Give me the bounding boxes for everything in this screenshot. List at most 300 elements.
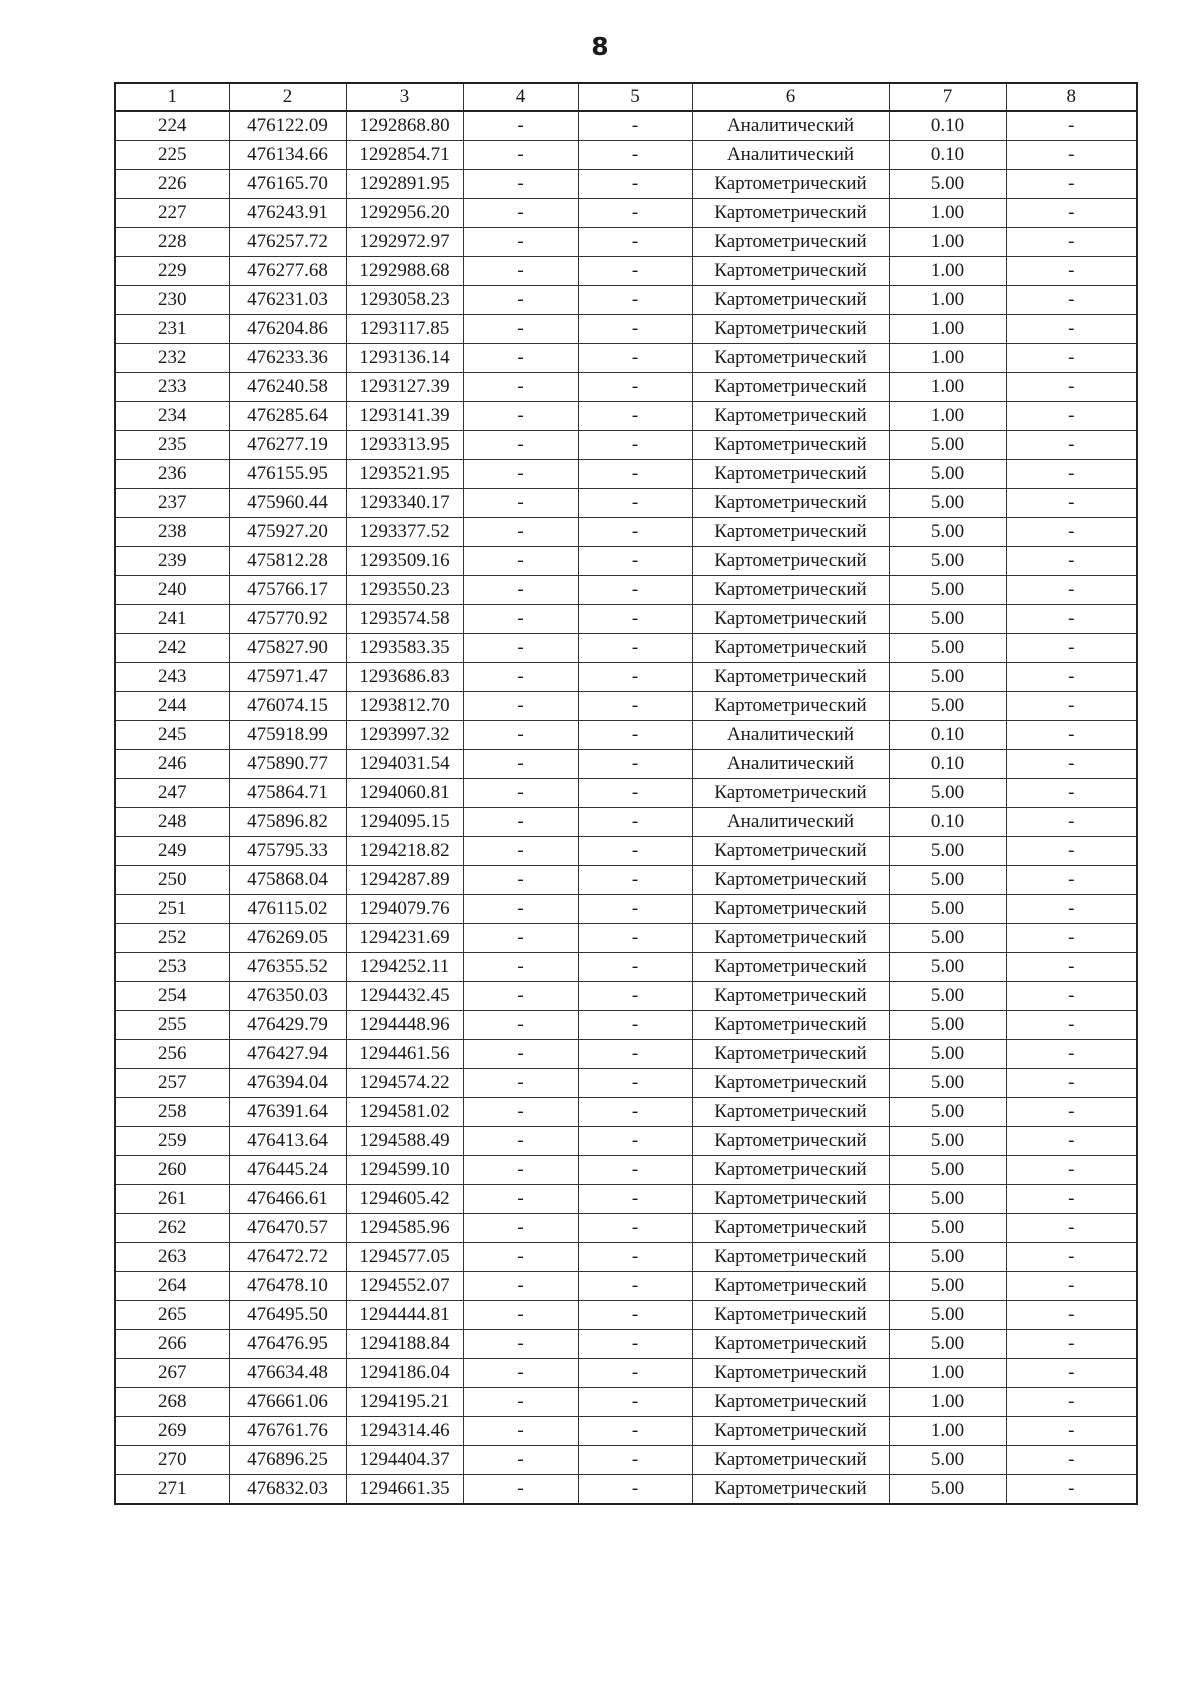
accuracy-cell: 0.10 — [889, 111, 1006, 141]
method-cell: Картометрический — [692, 1127, 889, 1156]
column-4-cell: - — [463, 837, 578, 866]
x-coordinate-cell: 476445.24 — [229, 1156, 346, 1185]
x-coordinate-cell: 476661.06 — [229, 1388, 346, 1417]
column-4-cell: - — [463, 1214, 578, 1243]
x-coordinate-cell: 476391.64 — [229, 1098, 346, 1127]
column-8-cell: - — [1006, 895, 1137, 924]
column-4-cell: - — [463, 141, 578, 170]
column-header: 7 — [889, 83, 1006, 111]
point-number-cell: 253 — [115, 953, 229, 982]
point-number-cell: 233 — [115, 373, 229, 402]
column-4-cell: - — [463, 663, 578, 692]
method-cell: Картометрический — [692, 402, 889, 431]
column-8-cell: - — [1006, 315, 1137, 344]
column-8-cell: - — [1006, 547, 1137, 576]
x-coordinate-cell: 476233.36 — [229, 344, 346, 373]
column-4-cell: - — [463, 1272, 578, 1301]
column-4-cell: - — [463, 547, 578, 576]
y-coordinate-cell: 1294444.81 — [346, 1301, 463, 1330]
column-4-cell: - — [463, 1475, 578, 1505]
method-cell: Картометрический — [692, 953, 889, 982]
x-coordinate-cell: 476896.25 — [229, 1446, 346, 1475]
column-header: 1 — [115, 83, 229, 111]
column-5-cell: - — [578, 1272, 692, 1301]
column-8-cell: - — [1006, 721, 1137, 750]
column-header: 6 — [692, 83, 889, 111]
column-8-cell: - — [1006, 1446, 1137, 1475]
column-5-cell: - — [578, 228, 692, 257]
method-cell: Аналитический — [692, 111, 889, 141]
method-cell: Картометрический — [692, 1069, 889, 1098]
column-5-cell: - — [578, 837, 692, 866]
point-number-cell: 236 — [115, 460, 229, 489]
column-8-cell: - — [1006, 1069, 1137, 1098]
method-cell: Картометрический — [692, 1301, 889, 1330]
y-coordinate-cell: 1294432.45 — [346, 982, 463, 1011]
method-cell: Картометрический — [692, 1417, 889, 1446]
y-coordinate-cell: 1294252.11 — [346, 953, 463, 982]
y-coordinate-cell: 1294404.37 — [346, 1446, 463, 1475]
table-row — [115, 489, 1137, 518]
x-coordinate-cell: 476122.09 — [229, 111, 346, 141]
column-4-cell: - — [463, 634, 578, 663]
method-cell: Картометрический — [692, 373, 889, 402]
y-coordinate-cell: 1294188.84 — [346, 1330, 463, 1359]
column-5-cell: - — [578, 170, 692, 199]
accuracy-cell: 5.00 — [889, 924, 1006, 953]
method-cell: Картометрический — [692, 1446, 889, 1475]
column-4-cell: - — [463, 953, 578, 982]
y-coordinate-cell: 1292988.68 — [346, 257, 463, 286]
point-number-cell: 237 — [115, 489, 229, 518]
method-cell: Картометрический — [692, 1156, 889, 1185]
method-cell: Картометрический — [692, 576, 889, 605]
column-5-cell: - — [578, 1301, 692, 1330]
x-coordinate-cell: 475890.77 — [229, 750, 346, 779]
table-row — [115, 692, 1137, 721]
column-8-cell: - — [1006, 605, 1137, 634]
table-row — [115, 1446, 1137, 1475]
point-number-cell: 242 — [115, 634, 229, 663]
y-coordinate-cell: 1294095.15 — [346, 808, 463, 837]
method-cell: Аналитический — [692, 721, 889, 750]
column-4-cell: - — [463, 431, 578, 460]
method-cell: Картометрический — [692, 982, 889, 1011]
column-8-cell: - — [1006, 257, 1137, 286]
column-5-cell: - — [578, 1446, 692, 1475]
table-row — [115, 547, 1137, 576]
y-coordinate-cell: 1292891.95 — [346, 170, 463, 199]
accuracy-cell: 0.10 — [889, 141, 1006, 170]
table-row — [115, 228, 1137, 257]
y-coordinate-cell: 1293377.52 — [346, 518, 463, 547]
y-coordinate-cell: 1294448.96 — [346, 1011, 463, 1040]
x-coordinate-cell: 476074.15 — [229, 692, 346, 721]
point-number-cell: 251 — [115, 895, 229, 924]
point-number-cell: 269 — [115, 1417, 229, 1446]
page-number: 8 — [591, 32, 609, 61]
column-5-cell: - — [578, 866, 692, 895]
accuracy-cell: 5.00 — [889, 605, 1006, 634]
column-8-cell: - — [1006, 1185, 1137, 1214]
accuracy-cell: 1.00 — [889, 315, 1006, 344]
y-coordinate-cell: 1293574.58 — [346, 605, 463, 634]
column-4-cell: - — [463, 1388, 578, 1417]
point-number-cell: 247 — [115, 779, 229, 808]
y-coordinate-cell: 1294577.05 — [346, 1243, 463, 1272]
accuracy-cell: 5.00 — [889, 1330, 1006, 1359]
coordinates-table — [114, 82, 1138, 1505]
accuracy-cell: 5.00 — [889, 953, 1006, 982]
point-number-cell: 259 — [115, 1127, 229, 1156]
accuracy-cell: 5.00 — [889, 1301, 1006, 1330]
table-row — [115, 605, 1137, 634]
column-4-cell: - — [463, 1417, 578, 1446]
point-number-cell: 254 — [115, 982, 229, 1011]
table-row — [115, 344, 1137, 373]
column-8-cell: - — [1006, 1301, 1137, 1330]
accuracy-cell: 5.00 — [889, 1098, 1006, 1127]
accuracy-cell: 5.00 — [889, 663, 1006, 692]
x-coordinate-cell: 476277.19 — [229, 431, 346, 460]
column-8-cell: - — [1006, 373, 1137, 402]
table-row — [115, 286, 1137, 315]
accuracy-cell: 5.00 — [889, 460, 1006, 489]
column-header: 5 — [578, 83, 692, 111]
table-row — [115, 1040, 1137, 1069]
x-coordinate-cell: 476761.76 — [229, 1417, 346, 1446]
column-5-cell: - — [578, 1185, 692, 1214]
y-coordinate-cell: 1293340.17 — [346, 489, 463, 518]
x-coordinate-cell: 476413.64 — [229, 1127, 346, 1156]
x-coordinate-cell: 476134.66 — [229, 141, 346, 170]
method-cell: Аналитический — [692, 750, 889, 779]
column-5-cell: - — [578, 634, 692, 663]
table-row — [115, 982, 1137, 1011]
column-8-cell: - — [1006, 170, 1137, 199]
column-4-cell: - — [463, 199, 578, 228]
column-8-cell: - — [1006, 1359, 1137, 1388]
column-5-cell: - — [578, 402, 692, 431]
y-coordinate-cell: 1293550.23 — [346, 576, 463, 605]
point-number-cell: 226 — [115, 170, 229, 199]
column-8-cell: - — [1006, 1330, 1137, 1359]
table-row — [115, 460, 1137, 489]
method-cell: Картометрический — [692, 344, 889, 373]
table-row — [115, 199, 1137, 228]
table-row — [115, 170, 1137, 199]
table-row — [115, 1214, 1137, 1243]
y-coordinate-cell: 1294661.35 — [346, 1475, 463, 1505]
column-8-cell: - — [1006, 1127, 1137, 1156]
point-number-cell: 257 — [115, 1069, 229, 1098]
accuracy-cell: 5.00 — [889, 982, 1006, 1011]
y-coordinate-cell: 1292956.20 — [346, 199, 463, 228]
column-5-cell: - — [578, 1156, 692, 1185]
point-number-cell: 227 — [115, 199, 229, 228]
method-cell: Картометрический — [692, 605, 889, 634]
x-coordinate-cell: 476472.72 — [229, 1243, 346, 1272]
accuracy-cell: 5.00 — [889, 1272, 1006, 1301]
method-cell: Картометрический — [692, 286, 889, 315]
point-number-cell: 235 — [115, 431, 229, 460]
column-8-cell: - — [1006, 1011, 1137, 1040]
table-row — [115, 1301, 1137, 1330]
method-cell: Картометрический — [692, 518, 889, 547]
column-5-cell: - — [578, 1388, 692, 1417]
column-8-cell: - — [1006, 750, 1137, 779]
column-8-cell: - — [1006, 1098, 1137, 1127]
table-row — [115, 1243, 1137, 1272]
column-5-cell: - — [578, 605, 692, 634]
column-4-cell: - — [463, 1069, 578, 1098]
y-coordinate-cell: 1294186.04 — [346, 1359, 463, 1388]
point-number-cell: 250 — [115, 866, 229, 895]
x-coordinate-cell: 476277.68 — [229, 257, 346, 286]
table-body — [115, 111, 1137, 1504]
column-5-cell: - — [578, 895, 692, 924]
column-8-cell: - — [1006, 111, 1137, 141]
y-coordinate-cell: 1294218.82 — [346, 837, 463, 866]
y-coordinate-cell: 1293521.95 — [346, 460, 463, 489]
column-8-cell: - — [1006, 1417, 1137, 1446]
y-coordinate-cell: 1292868.80 — [346, 111, 463, 141]
x-coordinate-cell: 475766.17 — [229, 576, 346, 605]
table-row — [115, 837, 1137, 866]
point-number-cell: 265 — [115, 1301, 229, 1330]
y-coordinate-cell: 1294231.69 — [346, 924, 463, 953]
table-row — [115, 779, 1137, 808]
accuracy-cell: 5.00 — [889, 866, 1006, 895]
column-5-cell: - — [578, 1069, 692, 1098]
x-coordinate-cell: 475770.92 — [229, 605, 346, 634]
x-coordinate-cell: 476634.48 — [229, 1359, 346, 1388]
column-8-cell: - — [1006, 808, 1137, 837]
column-8-cell: - — [1006, 837, 1137, 866]
x-coordinate-cell: 475827.90 — [229, 634, 346, 663]
y-coordinate-cell: 1294605.42 — [346, 1185, 463, 1214]
column-4-cell: - — [463, 344, 578, 373]
table-row — [115, 402, 1137, 431]
accuracy-cell: 5.00 — [889, 1069, 1006, 1098]
accuracy-cell: 1.00 — [889, 344, 1006, 373]
column-4-cell: - — [463, 1243, 578, 1272]
column-4-cell: - — [463, 1127, 578, 1156]
column-5-cell: - — [578, 344, 692, 373]
column-4-cell: - — [463, 1359, 578, 1388]
y-coordinate-cell: 1294585.96 — [346, 1214, 463, 1243]
x-coordinate-cell: 476115.02 — [229, 895, 346, 924]
point-number-cell: 267 — [115, 1359, 229, 1388]
x-coordinate-cell: 476257.72 — [229, 228, 346, 257]
column-4-cell: - — [463, 866, 578, 895]
y-coordinate-cell: 1293812.70 — [346, 692, 463, 721]
column-5-cell: - — [578, 431, 692, 460]
table-row — [115, 1388, 1137, 1417]
y-coordinate-cell: 1293136.14 — [346, 344, 463, 373]
point-number-cell: 239 — [115, 547, 229, 576]
column-8-cell: - — [1006, 1243, 1137, 1272]
table-row — [115, 895, 1137, 924]
point-number-cell: 258 — [115, 1098, 229, 1127]
column-4-cell: - — [463, 402, 578, 431]
x-coordinate-cell: 476285.64 — [229, 402, 346, 431]
table-row — [115, 1417, 1137, 1446]
x-coordinate-cell: 475960.44 — [229, 489, 346, 518]
x-coordinate-cell: 476476.95 — [229, 1330, 346, 1359]
column-5-cell: - — [578, 1127, 692, 1156]
accuracy-cell: 5.00 — [889, 1243, 1006, 1272]
accuracy-cell: 5.00 — [889, 634, 1006, 663]
x-coordinate-cell: 476495.50 — [229, 1301, 346, 1330]
accuracy-cell: 5.00 — [889, 1214, 1006, 1243]
accuracy-cell: 1.00 — [889, 1388, 1006, 1417]
x-coordinate-cell: 476204.86 — [229, 315, 346, 344]
column-4-cell: - — [463, 111, 578, 141]
y-coordinate-cell: 1293686.83 — [346, 663, 463, 692]
method-cell: Картометрический — [692, 257, 889, 286]
method-cell: Картометрический — [692, 170, 889, 199]
accuracy-cell: 5.00 — [889, 1446, 1006, 1475]
point-number-cell: 249 — [115, 837, 229, 866]
table-row — [115, 866, 1137, 895]
method-cell: Картометрический — [692, 199, 889, 228]
table-row — [115, 1098, 1137, 1127]
column-4-cell: - — [463, 1156, 578, 1185]
point-number-cell: 244 — [115, 692, 229, 721]
column-5-cell: - — [578, 1359, 692, 1388]
column-4-cell: - — [463, 170, 578, 199]
column-4-cell: - — [463, 779, 578, 808]
y-coordinate-cell: 1294552.07 — [346, 1272, 463, 1301]
column-5-cell: - — [578, 1475, 692, 1505]
column-8-cell: - — [1006, 1040, 1137, 1069]
column-5-cell: - — [578, 953, 692, 982]
column-5-cell: - — [578, 257, 692, 286]
y-coordinate-cell: 1294079.76 — [346, 895, 463, 924]
column-4-cell: - — [463, 286, 578, 315]
accuracy-cell: 5.00 — [889, 489, 1006, 518]
x-coordinate-cell: 475918.99 — [229, 721, 346, 750]
column-5-cell: - — [578, 141, 692, 170]
column-header: 4 — [463, 83, 578, 111]
point-number-cell: 264 — [115, 1272, 229, 1301]
point-number-cell: 268 — [115, 1388, 229, 1417]
y-coordinate-cell: 1293127.39 — [346, 373, 463, 402]
x-coordinate-cell: 476478.10 — [229, 1272, 346, 1301]
accuracy-cell: 0.10 — [889, 808, 1006, 837]
column-4-cell: - — [463, 1301, 578, 1330]
y-coordinate-cell: 1292972.97 — [346, 228, 463, 257]
column-8-cell: - — [1006, 663, 1137, 692]
accuracy-cell: 5.00 — [889, 518, 1006, 547]
x-coordinate-cell: 476350.03 — [229, 982, 346, 1011]
column-4-cell: - — [463, 1330, 578, 1359]
table-row — [115, 1272, 1137, 1301]
column-8-cell: - — [1006, 953, 1137, 982]
x-coordinate-cell: 476394.04 — [229, 1069, 346, 1098]
x-coordinate-cell: 475868.04 — [229, 866, 346, 895]
column-8-cell: - — [1006, 634, 1137, 663]
accuracy-cell: 5.00 — [889, 1040, 1006, 1069]
point-number-cell: 238 — [115, 518, 229, 547]
accuracy-cell: 1.00 — [889, 257, 1006, 286]
table-row — [115, 373, 1137, 402]
column-4-cell: - — [463, 1185, 578, 1214]
column-header: 8 — [1006, 83, 1137, 111]
column-4-cell: - — [463, 895, 578, 924]
y-coordinate-cell: 1294195.21 — [346, 1388, 463, 1417]
y-coordinate-cell: 1294461.56 — [346, 1040, 463, 1069]
column-4-cell: - — [463, 750, 578, 779]
point-number-cell: 255 — [115, 1011, 229, 1040]
x-coordinate-cell: 476165.70 — [229, 170, 346, 199]
column-header: 2 — [229, 83, 346, 111]
column-8-cell: - — [1006, 228, 1137, 257]
column-5-cell: - — [578, 721, 692, 750]
column-4-cell: - — [463, 924, 578, 953]
method-cell: Картометрический — [692, 1040, 889, 1069]
method-cell: Картометрический — [692, 837, 889, 866]
column-8-cell: - — [1006, 518, 1137, 547]
accuracy-cell: 5.00 — [889, 779, 1006, 808]
accuracy-cell: 5.00 — [889, 692, 1006, 721]
x-coordinate-cell: 476240.58 — [229, 373, 346, 402]
x-coordinate-cell: 476155.95 — [229, 460, 346, 489]
column-5-cell: - — [578, 1214, 692, 1243]
accuracy-cell: 0.10 — [889, 721, 1006, 750]
column-4-cell: - — [463, 489, 578, 518]
y-coordinate-cell: 1294581.02 — [346, 1098, 463, 1127]
accuracy-cell: 1.00 — [889, 228, 1006, 257]
point-number-cell: 260 — [115, 1156, 229, 1185]
accuracy-cell: 5.00 — [889, 895, 1006, 924]
x-coordinate-cell: 476470.57 — [229, 1214, 346, 1243]
accuracy-cell: 5.00 — [889, 1475, 1006, 1505]
method-cell: Картометрический — [692, 924, 889, 953]
x-coordinate-cell: 476466.61 — [229, 1185, 346, 1214]
column-8-cell: - — [1006, 924, 1137, 953]
table-row — [115, 576, 1137, 605]
column-5-cell: - — [578, 315, 692, 344]
x-coordinate-cell: 476231.03 — [229, 286, 346, 315]
column-8-cell: - — [1006, 1214, 1137, 1243]
table-header-row — [115, 83, 1137, 111]
method-cell: Картометрический — [692, 1388, 889, 1417]
column-5-cell: - — [578, 924, 692, 953]
table-row — [115, 518, 1137, 547]
point-number-cell: 241 — [115, 605, 229, 634]
table-row — [115, 1069, 1137, 1098]
method-cell: Картометрический — [692, 315, 889, 344]
column-5-cell: - — [578, 373, 692, 402]
x-coordinate-cell: 475864.71 — [229, 779, 346, 808]
y-coordinate-cell: 1292854.71 — [346, 141, 463, 170]
method-cell: Картометрический — [692, 1185, 889, 1214]
column-5-cell: - — [578, 489, 692, 518]
y-coordinate-cell: 1294588.49 — [346, 1127, 463, 1156]
column-4-cell: - — [463, 315, 578, 344]
table-row — [115, 663, 1137, 692]
x-coordinate-cell: 476355.52 — [229, 953, 346, 982]
x-coordinate-cell: 476243.91 — [229, 199, 346, 228]
column-5-cell: - — [578, 1098, 692, 1127]
column-4-cell: - — [463, 460, 578, 489]
method-cell: Аналитический — [692, 808, 889, 837]
column-5-cell: - — [578, 286, 692, 315]
accuracy-cell: 1.00 — [889, 1359, 1006, 1388]
point-number-cell: 261 — [115, 1185, 229, 1214]
